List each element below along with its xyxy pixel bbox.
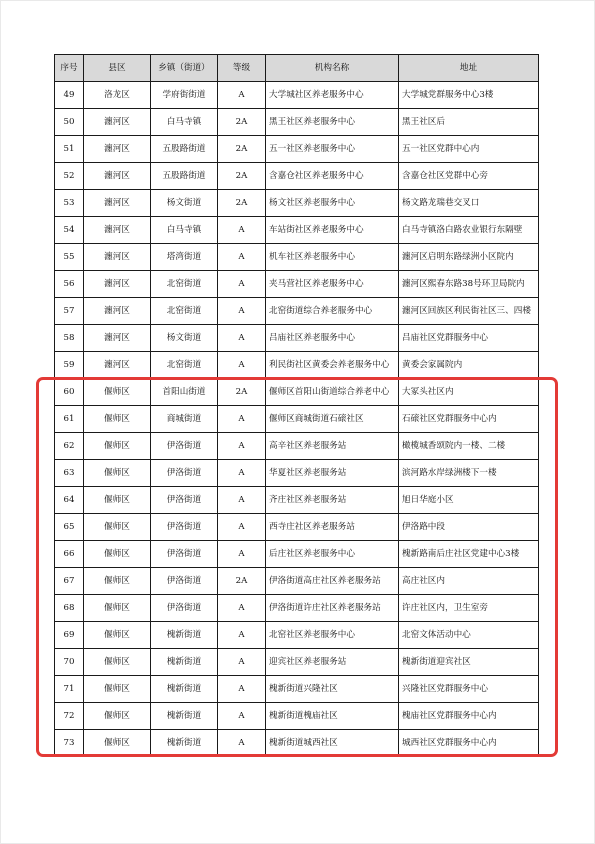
- cell-index: 60: [55, 379, 84, 406]
- cell-index: 67: [55, 568, 84, 595]
- elderly-care-institution-table: [54, 54, 539, 757]
- cell-institution: 车站街社区养老服务中心: [266, 217, 399, 244]
- cell-town: 伊洛街道: [151, 487, 218, 514]
- cell-grade: 2A: [218, 568, 266, 595]
- cell-grade: 2A: [218, 379, 266, 406]
- cell-grade: A: [218, 217, 266, 244]
- table-row: [55, 82, 539, 109]
- cell-index: 71: [55, 676, 84, 703]
- cell-town: 槐新街道: [151, 676, 218, 703]
- cell-town: 槐新街道: [151, 622, 218, 649]
- cell-address: 大学城党群服务中心3楼: [399, 82, 539, 109]
- cell-county: 偃师区: [84, 541, 151, 568]
- cell-county: 洛龙区: [84, 82, 151, 109]
- cell-grade: A: [218, 730, 266, 757]
- table-row: [55, 352, 539, 379]
- cell-address: 北窑文体活动中心: [399, 622, 539, 649]
- cell-grade: A: [218, 487, 266, 514]
- cell-index: 61: [55, 406, 84, 433]
- table-row: [55, 622, 539, 649]
- cell-address: 滨河路水岸绿洲楼下一楼: [399, 460, 539, 487]
- cell-town: 伊洛街道: [151, 541, 218, 568]
- cell-address: 旭日华庭小区: [399, 487, 539, 514]
- col-header-address: 地址: [399, 55, 539, 82]
- cell-county: 瀍河区: [84, 136, 151, 163]
- col-header-county: 县区: [84, 55, 151, 82]
- cell-grade: A: [218, 244, 266, 271]
- table-row: [55, 514, 539, 541]
- table-row: [55, 244, 539, 271]
- cell-town: 五股路街道: [151, 163, 218, 190]
- cell-institution: 夹马营社区养老服务中心: [266, 271, 399, 298]
- cell-institution: 伊洛街道高庄社区养老服务站: [266, 568, 399, 595]
- cell-county: 偃师区: [84, 622, 151, 649]
- cell-county: 偃师区: [84, 487, 151, 514]
- cell-institution: 北窑街道综合养老服务中心: [266, 298, 399, 325]
- cell-institution: 槐新街道兴隆社区: [266, 676, 399, 703]
- cell-index: 73: [55, 730, 84, 757]
- cell-address: 白马寺镇洛白路农业银行东隔壁: [399, 217, 539, 244]
- table-row: [55, 379, 539, 406]
- cell-town: 伊洛街道: [151, 460, 218, 487]
- cell-town: 杨文街道: [151, 190, 218, 217]
- cell-town: 槐新街道: [151, 730, 218, 757]
- cell-address: 高庄社区内: [399, 568, 539, 595]
- cell-town: 商城街道: [151, 406, 218, 433]
- cell-address: 槐新街道迎宾社区: [399, 649, 539, 676]
- cell-institution: 槐新街道城西社区: [266, 730, 399, 757]
- cell-institution: 齐庄社区养老服务站: [266, 487, 399, 514]
- cell-grade: A: [218, 622, 266, 649]
- table-row: [55, 136, 539, 163]
- cell-address: 吕庙社区党群服务中心: [399, 325, 539, 352]
- cell-index: 52: [55, 163, 84, 190]
- cell-index: 72: [55, 703, 84, 730]
- table-header-row: [55, 55, 539, 82]
- cell-index: 59: [55, 352, 84, 379]
- table-row: [55, 703, 539, 730]
- cell-county: 偃师区: [84, 406, 151, 433]
- cell-index: 65: [55, 514, 84, 541]
- cell-index: 62: [55, 433, 84, 460]
- cell-institution: 槐新街道槐庙社区: [266, 703, 399, 730]
- cell-institution: 大学城社区养老服务中心: [266, 82, 399, 109]
- cell-county: 瀍河区: [84, 352, 151, 379]
- cell-grade: A: [218, 649, 266, 676]
- cell-grade: A: [218, 433, 266, 460]
- cell-grade: A: [218, 676, 266, 703]
- cell-address: 槐庙社区党群服务中心内: [399, 703, 539, 730]
- cell-index: 50: [55, 109, 84, 136]
- cell-address: 城西社区党群服务中心内: [399, 730, 539, 757]
- cell-county: 瀍河区: [84, 190, 151, 217]
- cell-county: 瀍河区: [84, 325, 151, 352]
- table-row: [55, 676, 539, 703]
- cell-county: 偃师区: [84, 568, 151, 595]
- cell-index: 66: [55, 541, 84, 568]
- cell-address: 瀍河区熙春东路38号环卫局院内: [399, 271, 539, 298]
- cell-institution: 偃师区首阳山街道综合养老中心: [266, 379, 399, 406]
- cell-town: 首阳山街道: [151, 379, 218, 406]
- cell-grade: 2A: [218, 136, 266, 163]
- cell-county: 瀍河区: [84, 109, 151, 136]
- col-header-index: 序号: [55, 55, 84, 82]
- table-row: [55, 109, 539, 136]
- table-row: [55, 298, 539, 325]
- table-row: [55, 325, 539, 352]
- col-header-institution: 机构名称: [266, 55, 399, 82]
- cell-institution: 杨文社区养老服务中心: [266, 190, 399, 217]
- cell-town: 伊洛街道: [151, 595, 218, 622]
- cell-town: 槐新街道: [151, 703, 218, 730]
- cell-county: 瀍河区: [84, 271, 151, 298]
- cell-county: 偃师区: [84, 649, 151, 676]
- cell-institution: 后庄社区养老服务中心: [266, 541, 399, 568]
- cell-town: 北窑街道: [151, 271, 218, 298]
- cell-county: 瀍河区: [84, 217, 151, 244]
- col-header-town: 乡镇（街道）: [151, 55, 218, 82]
- cell-county: 偃师区: [84, 460, 151, 487]
- cell-index: 57: [55, 298, 84, 325]
- cell-address: 五一社区党群中心内: [399, 136, 539, 163]
- cell-grade: 2A: [218, 109, 266, 136]
- table-row: [55, 487, 539, 514]
- col-header-grade: 等级: [218, 55, 266, 82]
- cell-town: 白马寺镇: [151, 217, 218, 244]
- cell-county: 瀍河区: [84, 244, 151, 271]
- cell-town: 塔湾街道: [151, 244, 218, 271]
- cell-address: 大冢头社区内: [399, 379, 539, 406]
- cell-institution: 华夏社区养老服务站: [266, 460, 399, 487]
- cell-address: 杨文路龙瑞巷交叉口: [399, 190, 539, 217]
- table-row: [55, 568, 539, 595]
- cell-grade: A: [218, 514, 266, 541]
- cell-institution: 迎宾社区养老服务站: [266, 649, 399, 676]
- cell-county: 偃师区: [84, 703, 151, 730]
- cell-county: 偃师区: [84, 676, 151, 703]
- cell-town: 伊洛街道: [151, 433, 218, 460]
- cell-index: 54: [55, 217, 84, 244]
- table-row: [55, 595, 539, 622]
- cell-index: 69: [55, 622, 84, 649]
- cell-county: 偃师区: [84, 433, 151, 460]
- cell-county: 偃师区: [84, 730, 151, 757]
- cell-index: 56: [55, 271, 84, 298]
- cell-town: 五股路街道: [151, 136, 218, 163]
- cell-index: 64: [55, 487, 84, 514]
- table-row: [55, 406, 539, 433]
- cell-grade: A: [218, 271, 266, 298]
- cell-address: 石磙社区党群服务中心内: [399, 406, 539, 433]
- cell-town: 白马寺镇: [151, 109, 218, 136]
- cell-institution: 含嘉仓社区养老服务中心: [266, 163, 399, 190]
- cell-grade: 2A: [218, 163, 266, 190]
- cell-address: 黑王社区后: [399, 109, 539, 136]
- cell-grade: 2A: [218, 190, 266, 217]
- cell-index: 58: [55, 325, 84, 352]
- cell-grade: A: [218, 703, 266, 730]
- cell-grade: A: [218, 460, 266, 487]
- cell-index: 68: [55, 595, 84, 622]
- cell-grade: A: [218, 298, 266, 325]
- cell-institution: 机车社区养老服务中心: [266, 244, 399, 271]
- cell-grade: A: [218, 406, 266, 433]
- cell-address: 槐新路南后庄社区党建中心3楼: [399, 541, 539, 568]
- cell-index: 53: [55, 190, 84, 217]
- cell-index: 63: [55, 460, 84, 487]
- table-row: [55, 190, 539, 217]
- cell-address: 兴隆社区党群服务中心: [399, 676, 539, 703]
- cell-grade: A: [218, 325, 266, 352]
- cell-county: 偃师区: [84, 514, 151, 541]
- table-row: [55, 271, 539, 298]
- cell-address: 黄委会家属院内: [399, 352, 539, 379]
- cell-county: 瀍河区: [84, 163, 151, 190]
- cell-address: 瀍河区回族区利民街社区三、四楼: [399, 298, 539, 325]
- cell-institution: 北窑社区养老服务中心: [266, 622, 399, 649]
- cell-county: 瀍河区: [84, 298, 151, 325]
- table-row: [55, 163, 539, 190]
- cell-town: 伊洛街道: [151, 514, 218, 541]
- cell-institution: 偃师区商城街道石磙社区: [266, 406, 399, 433]
- cell-index: 51: [55, 136, 84, 163]
- cell-address: 橄榄城香颂院内一楼、二楼: [399, 433, 539, 460]
- cell-town: 杨文街道: [151, 325, 218, 352]
- cell-grade: A: [218, 541, 266, 568]
- cell-town: 学府街街道: [151, 82, 218, 109]
- cell-institution: 黑王社区养老服务中心: [266, 109, 399, 136]
- cell-index: 70: [55, 649, 84, 676]
- cell-institution: 吕庙社区养老服务中心: [266, 325, 399, 352]
- table-row: [55, 460, 539, 487]
- table-row: [55, 217, 539, 244]
- cell-index: 49: [55, 82, 84, 109]
- cell-grade: A: [218, 82, 266, 109]
- table-row: [55, 433, 539, 460]
- cell-grade: A: [218, 352, 266, 379]
- cell-institution: 高辛社区养老服务站: [266, 433, 399, 460]
- cell-index: 55: [55, 244, 84, 271]
- cell-address: 瀍河区启明东路绿洲小区院内: [399, 244, 539, 271]
- cell-address: 伊洛路中段: [399, 514, 539, 541]
- cell-address: 许庄社区内，卫生室旁: [399, 595, 539, 622]
- table-row: [55, 730, 539, 757]
- cell-town: 北窑街道: [151, 352, 218, 379]
- cell-institution: 西寺庄社区养老服务站: [266, 514, 399, 541]
- table-row: [55, 541, 539, 568]
- cell-county: 偃师区: [84, 595, 151, 622]
- cell-grade: A: [218, 595, 266, 622]
- cell-institution: 利民街社区黄委会养老服务中心: [266, 352, 399, 379]
- cell-institution: 伊洛街道许庄社区养老服务站: [266, 595, 399, 622]
- cell-town: 槐新街道: [151, 649, 218, 676]
- cell-address: 含嘉仓社区党群中心旁: [399, 163, 539, 190]
- cell-town: 伊洛街道: [151, 568, 218, 595]
- cell-town: 北窑街道: [151, 298, 218, 325]
- cell-county: 偃师区: [84, 379, 151, 406]
- cell-institution: 五一社区养老服务中心: [266, 136, 399, 163]
- table-row: [55, 649, 539, 676]
